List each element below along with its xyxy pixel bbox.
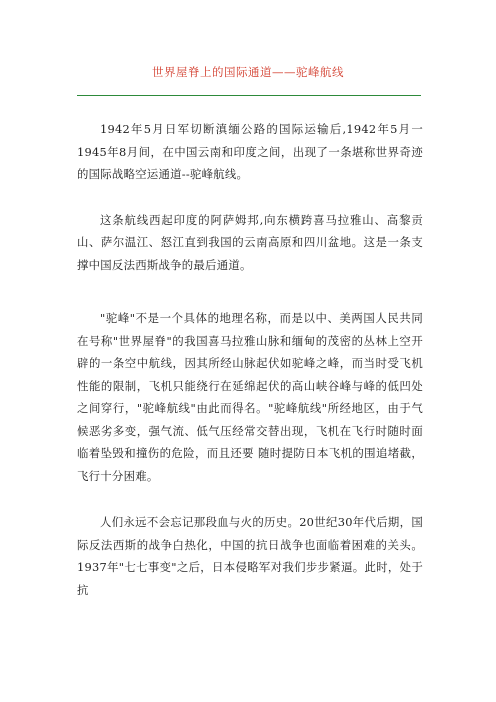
document-body — [77, 118, 423, 624]
document-title: 世界屋脊上的国际通道——驼峰航线 — [152, 65, 344, 79]
paragraph-3: "驼峰"不是一个具体的地理名称，而是以中、美两国人民共同在号称"世界屋脊"的我国喜马拉雅山脉和缅甸的茂密的丛林上空开辟的一条空中航线，因其所经山脉起伏如驼峰之峰，而当时受飞机性能的限制，飞机只能绕行在延绵起伏的高山峡谷峰与峰的低凹处之间穿行，"驼峰航线"由此而得名。"驼峰航线"所经地区，由于气候恶劣多变，强气流、低气压经常交替出现，飞机在飞行时随时面临着坠毁和撞伤的危险，而且还要 随时提防日本飞机的围追堵截，飞行十分困难。 — [77, 311, 423, 483]
paragraph-1: 1942年5月日军切断滇缅公路的国际运输后,1942年5月一1945年8月间，在中国云南和印度之间，出现了一条堪称世界奇迹的国际战略空运通道--驼峰航线。 — [77, 122, 423, 181]
title-divider — [77, 95, 421, 96]
paragraph-4: 人们永远不会忘记那段血与火的历史。20世纪30年代后期，国际反法西斯的战争白热化，中国的抗日战争也面临着困难的关头。1937年"七七事变"之后，日本侵略军对我们步步紧逼。此时，处于抗 — [77, 515, 423, 597]
paragraph-2: 这条航线西起印度的阿萨姆邦,向东横跨喜马拉雅山、高黎贡山、萨尔温江、怒江直到我国的云南高原和四川盆地。这是一条支撑中国反法西斯战争的最后通道。 — [77, 212, 423, 272]
